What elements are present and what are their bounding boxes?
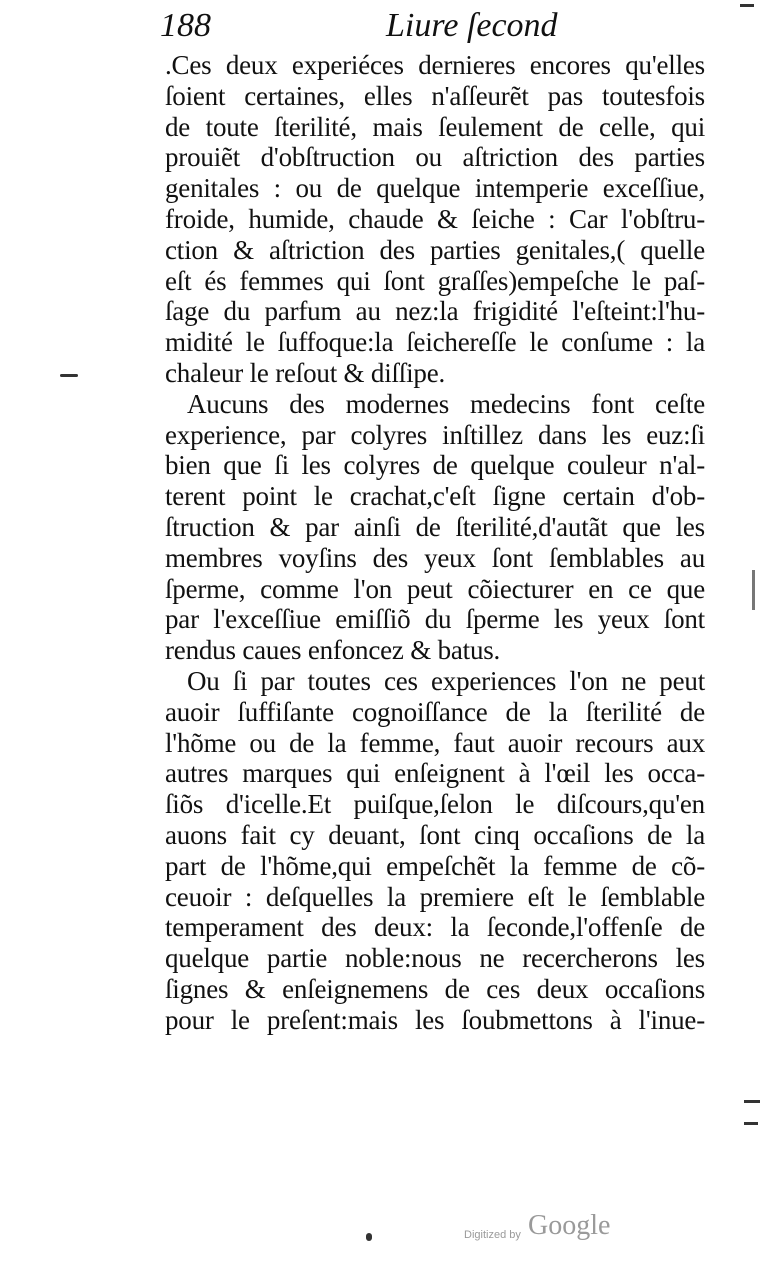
text-line: de toute ſterilité, mais ſeulement de celle, qui [165,111,705,142]
ink-spot [366,1233,372,1241]
text-line: eſt és femmes qui ſont graſſes)empeſche le paſ- [165,265,705,296]
text-line: prouiẽt d'obſtruction ou aſtriction des parties [165,142,705,173]
text-line: rendus caues enfoncez & batus. [165,635,501,666]
margin-mark [744,1122,758,1125]
text-line: temperament des deux: la ſeconde,l'offenſe de [165,912,705,943]
paragraph-2 [165,389,705,666]
text-line: ſtruction & par ainſi de ſterilité,d'autãt que les [165,511,705,542]
text-line: part de l'hõme,qui empeſchẽt la femme de cõ- [165,850,705,881]
margin-mark [740,4,754,7]
text-line: bien que ſi les colyres de quelque couleur n'al- [165,450,705,481]
text-line: ſage du parfum au nez:la frigidité l'eſteint:l'hu- [165,296,705,327]
google-logo: Google [528,1210,611,1241]
text-line: ction & aſtriction des parties genitales,( quelle [165,234,705,265]
watermark-prefix: Digitized by [464,1229,521,1241]
text-line: midité le ſuffoque:la ſeichereſſe le conſume : la [165,327,705,358]
margin-mark [60,374,78,377]
text-line: membres voyſins des yeux ſont ſemblables au [165,542,705,573]
body-text [165,50,705,1036]
text-line: pour le preſent:mais les ſoubmettons à l'inue- [165,1004,705,1035]
text-line: experience, par colyres inſtillez dans les euz:ſi [165,419,705,450]
text-line: terent point le crachat,c'eſt ſigne certain d'ob- [165,481,705,512]
text-line: ſoient certaines, elles n'aſſeurẽt pas toutesfois [165,80,705,111]
text-line: auons fait cy deuant, ſont cinq occaſions de la [165,819,705,850]
text-line: .Ces deux experiéces dernieres encores qu'elles [165,50,705,80]
paragraph-3 [165,666,705,1036]
text-line: Ou ſi par toutes ces experiences l'on ne peut [187,665,705,696]
digitization-watermark [464,1210,634,1250]
text-line: ſiõs d'icelle.Et puiſque,ſelon le diſcours,qu'en [165,789,705,820]
running-head: Liure ſecond [386,7,558,44]
text-line: auoir ſuffiſante cognoiſſance de la ſterilité de [165,696,705,727]
paragraph-1 [165,50,705,389]
text-line: genitales : ou de quelque intemperie exceſſiue, [165,173,705,204]
text-line: par l'exceſſiue emiſſiõ du ſperme les yeux ſont [165,604,705,635]
text-line: quelque partie noble:nous ne recercherons les [165,943,705,974]
text-line: chaleur le reſout & diſſipe. [165,357,446,388]
text-line: autres marques qui enſeignent à l'œil les occa- [165,758,705,789]
text-line: ceuoir : deſquelles la premiere eſt le ſemblable [165,881,705,912]
margin-mark [744,1100,760,1103]
page-number: 188 [160,7,211,44]
page-header [160,4,580,48]
page-edge-shadow [752,570,755,610]
text-line: froide, humide, chaude & ſeiche : Car l'obſtru- [165,203,705,234]
text-line: ſignes & enſeignemens de ces deux occaſions [165,973,705,1004]
text-line: l'hõme ou de la femme, faut auoir recours aux [165,727,705,758]
text-line: ſperme, comme l'on peut cõiecturer en ce que [165,573,705,604]
text-line: Aucuns des modernes medecins font ceſte [187,388,705,419]
